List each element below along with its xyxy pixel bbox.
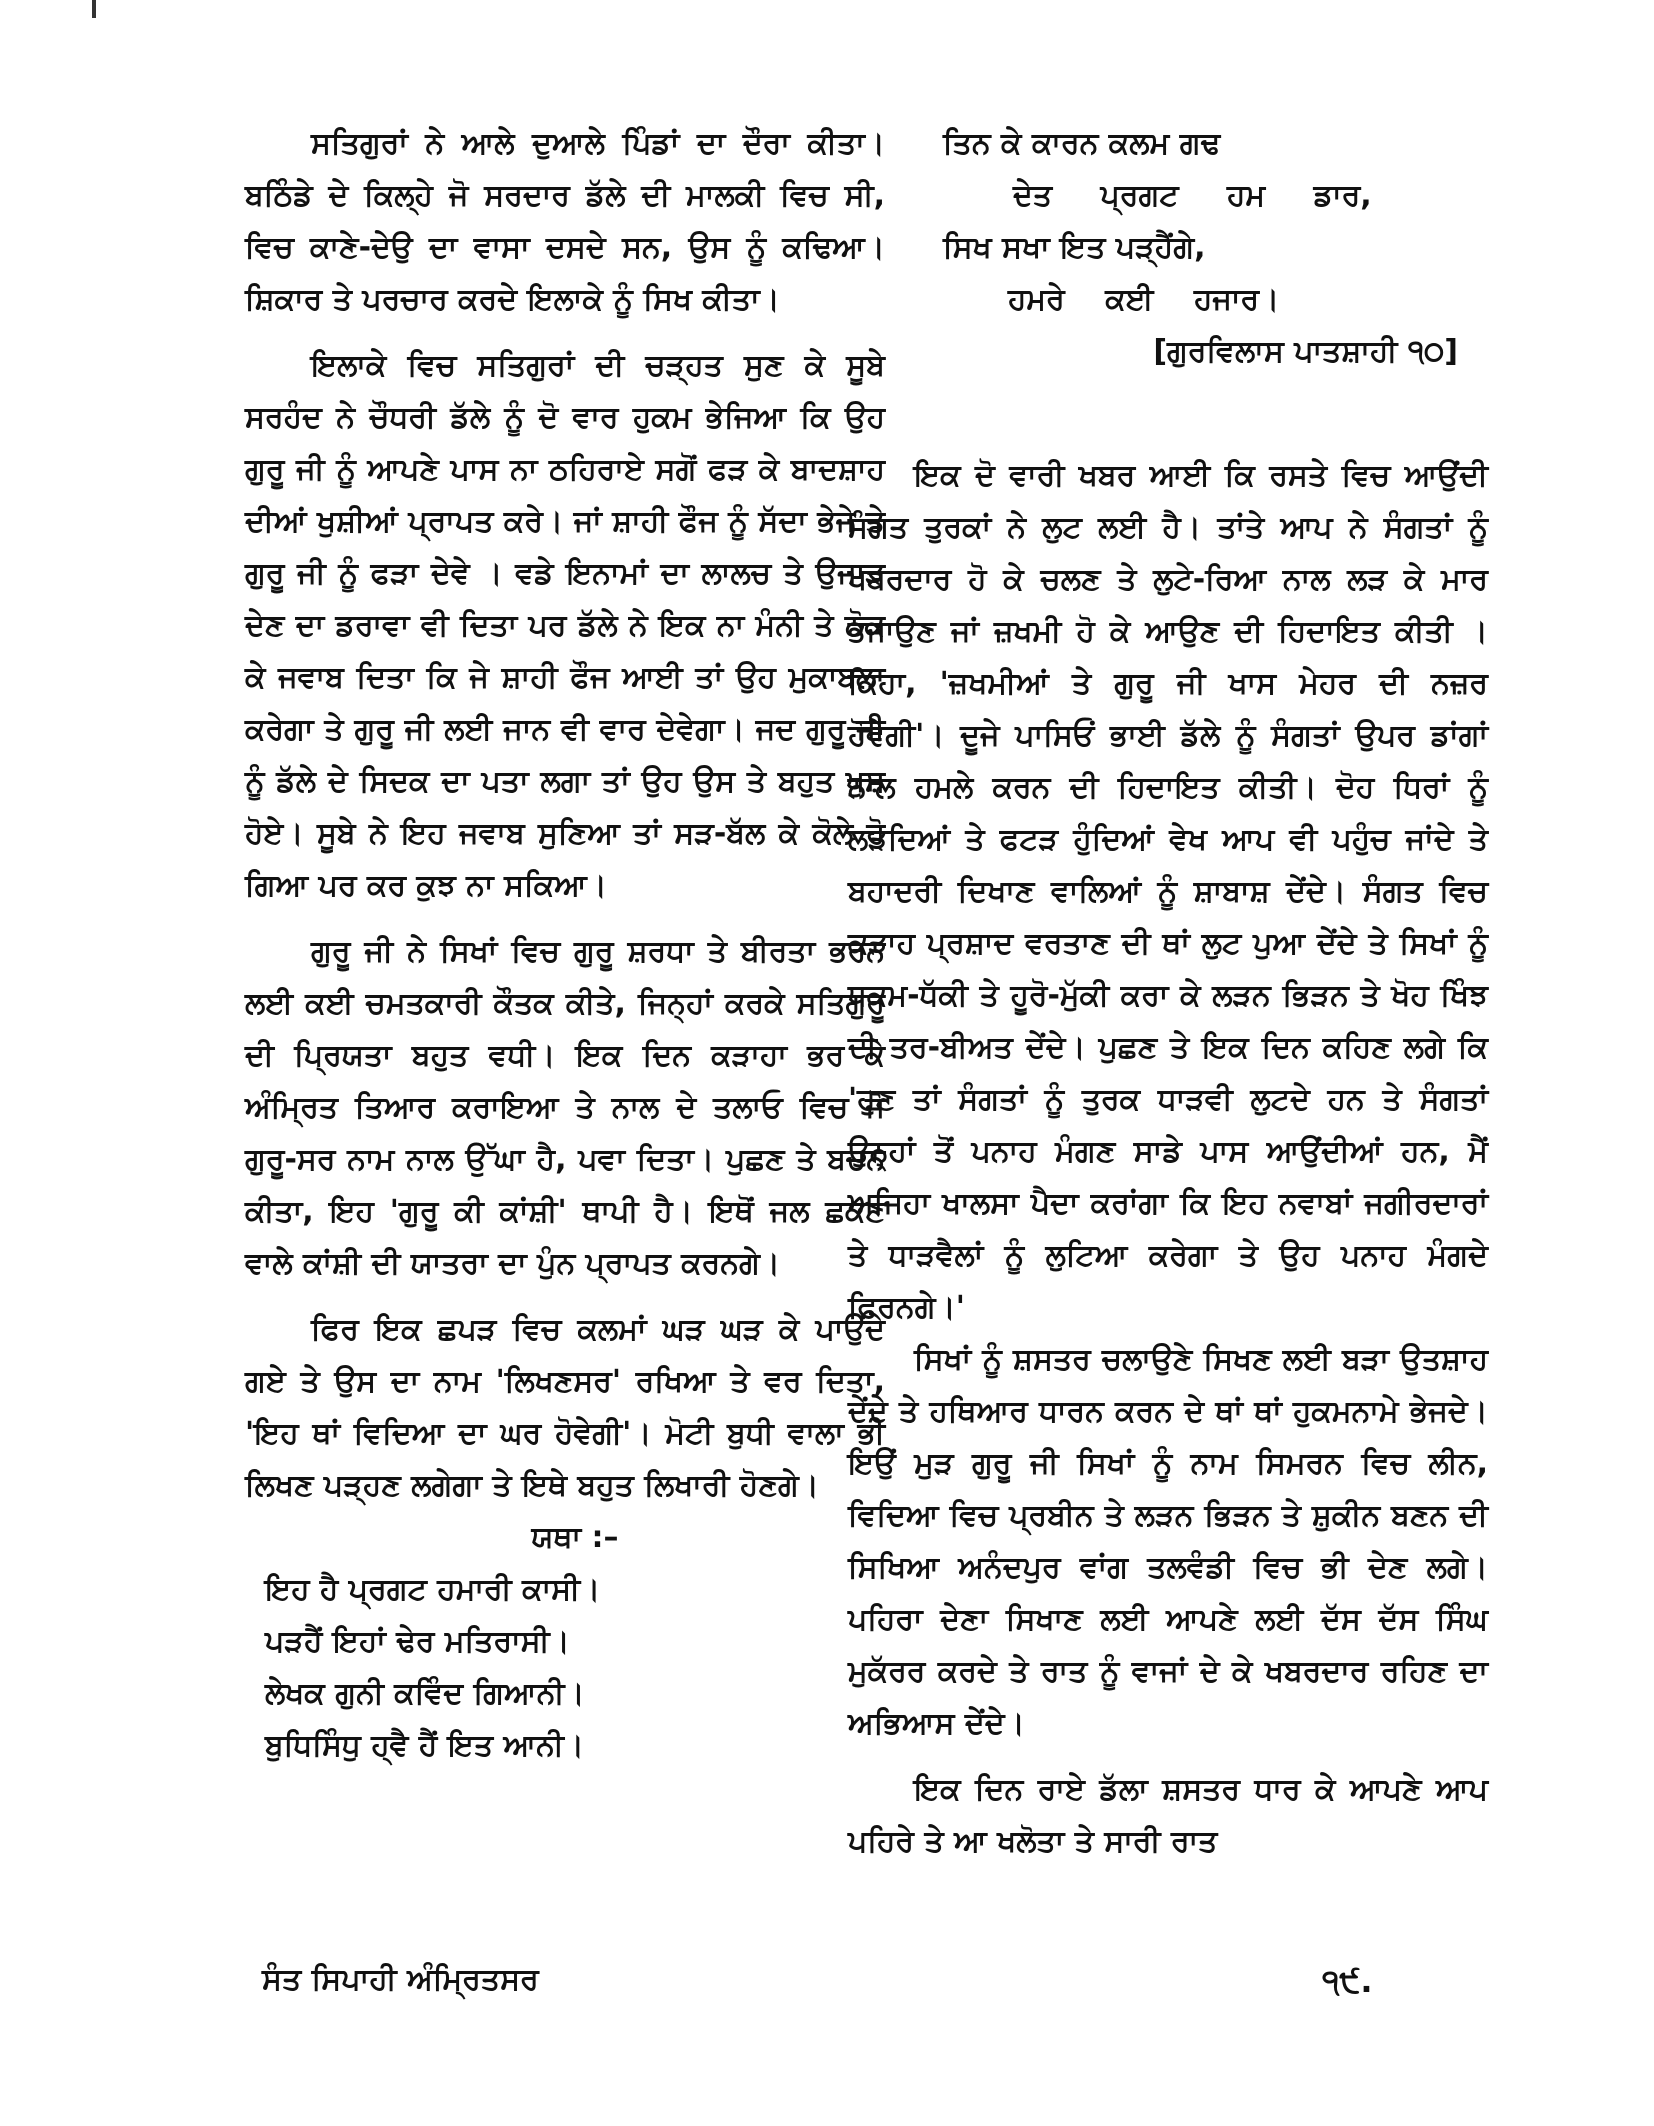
footer-publication: ਸੰਤ ਸਿਪਾਹੀ ਅੰਮ੍ਰਿਤਸਰ <box>262 1962 539 1997</box>
scan-mark <box>92 0 96 18</box>
left-paragraph-4: ਫਿਰ ਇਕ ਛਪੜ ਵਿਚ ਕਲਮਾਂ ਘੜ ਘੜ ਕੇ ਪਾਉਂਦੇ ਗਏ ਤੇ ਉਸ ਦਾ ਨਾਮ 'ਲਿਖਣਸਰ' ਰਖਿਆ ਤੇ ਵਰ ਦਿਤਾ, 'ਇਹ ਥਾਂ ਵਿਦਿਆ ਦਾ ਘਰ ਹੋਵੇਗੀ'। ਮੋਟੀ ਬੁਧੀ ਵਾਲਾ ਭੀ ਲਿਖਣ ਪੜ੍ਹਣ ਲਗੇਗਾ ਤੇ ਇਥੇ ਬਹੁਤ ਲਿਖਾਰੀ ਹੋਣਗੇ। <box>245 1312 885 1503</box>
right-verse <box>848 118 1488 326</box>
page-number: ੧੯. <box>1322 1962 1373 2000</box>
right-paragraph-2: ਸਿਖਾਂ ਨੂੰ ਸ਼ਸਤਰ ਚਲਾਉਣੇ ਸਿਖਣ ਲਈ ਬੜਾ ਉਤਸ਼ਾਹ ਦੇਂਦੇ ਤੇ ਹਥਿਆਰ ਧਾਰਨ ਕਰਨ ਦੇ ਥਾਂ ਥਾਂ ਹੁਕਮਨਾਮੇ ਭੇਜਦੇ। ਇਉਂ ਮੁੜ ਗੁਰੂ ਜੀ ਸਿਖਾਂ ਨੂੰ ਨਾਮ ਸਿਮਰਨ ਵਿਚ ਲੀਨ, ਵਿਦਿਆ ਵਿਚ ਪ੍ਰਬੀਨ ਤੇ ਲੜਨ ਭਿੜਨ ਤੇ ਸ਼ੁਕੀਨ ਬਣਨ ਦੀ ਸਿਖਿਆ ਅਨੰਦਪੁਰ ਵਾਂਗ ਤਲਵੰਡੀ ਵਿਚ ਭੀ ਦੇਣ ਲਗੇ। ਪਹਿਰਾ ਦੇਣਾ ਸਿਖਾਣ ਲਈ ਆਪਣੇ ਲਈ ਦੱਸ ਦੱਸ ਸਿੰਘ ਮੁਕੱਰਰ ਕਰਦੇ ਤੇ ਰਾਤ ਨੂੰ ਵਾਜਾਂ ਦੇ ਕੇ ਖਬਰਦਾਰ ਰਹਿਣ ਦਾ ਅਭਿਆਸ ਦੇਂਦੇ। <box>848 1342 1488 1741</box>
verse-line: ਬੁਧਿਸਿੰਧੁ ਹ੍ਵੈ ਹੈਂ ਇਤ ਆਨੀ। <box>265 1728 585 1763</box>
verse-citation: [ਗੁਰਵਿਲਾਸ ਪਾਤਸ਼ਾਹੀ ੧੦] <box>1153 334 1458 369</box>
right-column <box>848 118 1488 1868</box>
left-paragraph-3: ਗੁਰੂ ਜੀ ਨੇ ਸਿਖਾਂ ਵਿਚ ਗੁਰੂ ਸ਼ਰਧਾ ਤੇ ਬੀਰਤਾ ਭਰਨ ਲਈ ਕਈ ਚਮਤਕਾਰੀ ਕੌਤਕ ਕੀਤੇ, ਜਿਨ੍ਹਾਂ ਕਰਕੇ ਸਤਿਗੁਰੂ ਦੀ ਪ੍ਰਿਯਤਾ ਬਹੁਤ ਵਧੀ। ਇਕ ਦਿਨ ਕੜਾਹਾ ਭਰ ਕੇ ਅੰਮ੍ਰਿਤ ਤਿਆਰ ਕਰਾਇਆ ਤੇ ਨਾਲ ਦੇ ਤਲਾਓ ਵਿਚ ਜੋ ਗੁਰੂ-ਸਰ ਨਾਮ ਨਾਲ ਉੱਘਾ ਹੈ, ਪਵਾ ਦਿਤਾ। ਪੁਛਣ ਤੇ ਬਚਨ ਕੀਤਾ, ਇਹ 'ਗੁਰੂ ਕੀ ਕਾਂਸ਼ੀ' ਥਾਪੀ ਹੈ। ਇਥੋਂ ਜਲ ਛਕਣ ਵਾਲੇ ਕਾਂਸ਼ੀ ਦੀ ਯਾਤਰਾ ਦਾ ਪੁੰਨ ਪ੍ਰਾਪਤ ਕਰਨਗੇ। <box>245 934 885 1281</box>
left-paragraph-2: ਇਲਾਕੇ ਵਿਚ ਸਤਿਗੁਰਾਂ ਦੀ ਚੜ੍ਹਤ ਸੁਣ ਕੇ ਸੂਬੇ ਸਰਹੰਦ ਨੇ ਚੌਧਰੀ ਡੱਲੇ ਨੂੰ ਦੋ ਵਾਰ ਹੁਕਮ ਭੇਜਿਆ ਕਿ ਉਹ ਗੁਰੂ ਜੀ ਨੂੰ ਆਪਣੇ ਪਾਸ ਨਾ ਠਹਿਰਾਏ ਸਗੋਂ ਫੜ ਕੇ ਬਾਦਸ਼ਾਹ ਦੀਆਂ ਖੁਸ਼ੀਆਂ ਪ੍ਰਾਪਤ ਕਰੇ। ਜਾਂ ਸ਼ਾਹੀ ਫੌਜ ਨੂੰ ਸੱਦਾ ਭੇਜੇ ਤੇ ਗੁਰੂ ਜੀ ਨੂੰ ਫੜਾ ਦੇਵੇ । ਵਡੇ ਇਨਾਮਾਂ ਦਾ ਲਾਲਚ ਤੇ ਉਜਾੜ ਦੇਣ ਦਾ ਡਰਾਵਾ ਵੀ ਦਿਤਾ ਪਰ ਡੱਲੇ ਨੇ ਇਕ ਨਾ ਮੰਨੀ ਤੇ ਠੋਕ ਕੇ ਜਵਾਬ ਦਿਤਾ ਕਿ ਜੇ ਸ਼ਾਹੀ ਫੌਜ ਆਈ ਤਾਂ ਉਹ ਮੁਕਾਬਲਾ ਕਰੇਗਾ ਤੇ ਗੁਰੂ ਜੀ ਲਈ ਜਾਨ ਵੀ ਵਾਰ ਦੇਵੇਗਾ। ਜਦ ਗੁਰੂ ਜੀ ਨੂੰ ਡੱਲੇ ਦੇ ਸਿਦਕ ਦਾ ਪਤਾ ਲਗਾ ਤਾਂ ਉਹ ਉਸ ਤੇ ਬਹੁਤ ਖੁਸ਼ ਹੋਏ। ਸੂਬੇ ਨੇ ਇਹ ਜਵਾਬ ਸੁਣਿਆ ਤਾਂ ਸੜ-ਬੱਲ ਕੇ ਕੋਲੇ ਹੋ ਗਿਆ ਪਰ ਕਰ ਕੁਝ ਨਾ ਸਕਿਆ। <box>245 348 885 903</box>
verse-line: ਤਿਨ ਕੇ ਕਾਰਨ ਕਲਮ ਗਢ <box>943 126 1221 161</box>
verse-line: ਲੇਖਕ ਗੁਨੀ ਕਵਿੰਦ ਗਿਆਨੀ। <box>265 1676 585 1711</box>
right-paragraph-3: ਇਕ ਦਿਨ ਰਾਏ ਡੱਲਾ ਸ਼ਸਤਰ ਧਾਰ ਕੇ ਆਪਣੇ ਆਪ ਪਹਿਰੇ ਤੇ ਆ ਖਲੋਤਾ ਤੇ ਸਾਰੀ ਰਾਤ <box>848 1772 1488 1859</box>
left-paragraph-1: ਸਤਿਗੁਰਾਂ ਨੇ ਆਲੇ ਦੁਆਲੇ ਪਿੰਡਾਂ ਦਾ ਦੌਰਾ ਕੀਤਾ। ਬਠਿੰਡੇ ਦੇ ਕਿਲ੍ਹੇ ਜੋ ਸਰਦਾਰ ਡੱਲੇ ਦੀ ਮਾਲਕੀ ਵਿਚ ਸੀ, ਵਿਚ ਕਾਣੇ-ਦੇਉ ਦਾ ਵਾਸਾ ਦਸਦੇ ਸਨ, ਉਸ ਨੂੰ ਕਢਿਆ। ਸ਼ਿਕਾਰ ਤੇ ਪਰਚਾਰ ਕਰਦੇ ਇਲਾਕੇ ਨੂੰ ਸਿਖ ਕੀਤਾ। <box>245 126 885 317</box>
verse-line: ਹਮਰੇ ਕਈ ਹਜਾਰ। <box>1008 282 1280 317</box>
verse-line: ਸਿਖ ਸਖਾ ਇਤ ਪੜ੍ਹੈਂਗੇ, <box>943 230 1206 265</box>
left-column <box>245 118 885 1772</box>
verse-line: ਪੜਹੈਂ ਇਹਾਂ ਢੇਰ ਮਤਿਰਾਸੀ। <box>265 1624 570 1659</box>
yatha-label: ਯਥਾ :– <box>531 1520 619 1555</box>
verse-line: ਦੇਤ ਪ੍ਰਗਟ ਹਮ ਡਾਰ, <box>1013 178 1372 213</box>
right-paragraph-1: ਇਕ ਦੋ ਵਾਰੀ ਖਬਰ ਆਈ ਕਿ ਰਸਤੇ ਵਿਚ ਆਉਂਦੀ ਸੰਗਤ ਤੁਰਕਾਂ ਨੇ ਲੁਟ ਲਈ ਹੈ। ਤਾਂਤੇ ਆਪ ਨੇ ਸੰਗਤਾਂ ਨੂੰ ਖਬਰਦਾਰ ਹੋ ਕੇ ਚਲਣ ਤੇ ਲੁਟੇ-ਰਿਆ ਨਾਲ ਲੜ ਕੇ ਮਾਰ ਭਜਾਉਣ ਜਾਂ ਜ਼ਖਮੀ ਹੋ ਕੇ ਆਉਣ ਦੀ ਹਿਦਾਇਤ ਕੀਤੀ । ਕਿਹਾ, 'ਜ਼ਖਮੀਆਂ ਤੇ ਗੁਰੂ ਜੀ ਖਾਸ ਮੇਹਰ ਦੀ ਨਜ਼ਰ ਹੋਵੇਗੀ'। ਦੂਜੇ ਪਾਸਿਓਂ ਭਾਈ ਡੱਲੇ ਨੂੰ ਸੰਗਤਾਂ ਉਪਰ ਡਾਂਗਾਂ ਨਾਲ ਹਮਲੇ ਕਰਨ ਦੀ ਹਿਦਾਇਤ ਕੀਤੀ। ਦੋਹ ਧਿਰਾਂ ਨੂੰ ਲੜਦਿਆਂ ਤੇ ਫਟੜ ਹੁੰਦਿਆਂ ਵੇਖ ਆਪ ਵੀ ਪਹੁੰਚ ਜਾਂਦੇ ਤੇ ਬਹਾਦਰੀ ਦਿਖਾਣ ਵਾਲਿਆਂ ਨੂੰ ਸ਼ਾਬਾਸ਼ ਦੇਂਦੇ। ਸੰਗਤ ਵਿਚ ਕੜਾਹ ਪ੍ਰਸ਼ਾਦ ਵਰਤਾਣ ਦੀ ਥਾਂ ਲੁਟ ਪੁਆ ਦੇਂਦੇ ਤੇ ਸਿਖਾਂ ਨੂੰ ਧਕਮ-ਧੱਕੀ ਤੇ ਹੂਰੋ-ਮੁੱਕੀ ਕਰਾ ਕੇ ਲੜਨ ਭਿੜਨ ਤੇ ਖੋਹ ਖਿੰਝ ਦੀ ਤਰ-ਬੀਅਤ ਦੇਂਦੇ। ਪੁਛਣ ਤੇ ਇਕ ਦਿਨ ਕਹਿਣ ਲਗੇ ਕਿ 'ਹੁਣ ਤਾਂ ਸੰਗਤਾਂ ਨੂੰ ਤੁਰਕ ਧਾੜਵੀ ਲੁਟਦੇ ਹਨ ਤੇ ਸੰਗਤਾਂ ਉਨ੍ਹਾਂ ਤੋਂ ਪਨਾਹ ਮੰਗਣ ਸਾਡੇ ਪਾਸ ਆਉਂਦੀਆਂ ਹਨ, ਮੈਂ ਅਜਿਹਾ ਖਾਲਸਾ ਪੈਦਾ ਕਰਾਂਗਾ ਕਿ ਇਹ ਨਵਾਬਾਂ ਜਗੀਰਦਾਰਾਂ ਤੇ ਧਾੜਵੈਲਾਂ ਨੂੰ ਲੁਟਿਆ ਕਰੇਗਾ ਤੇ ਉਹ ਪਨਾਹ ਮੰਗਦੇ ਫਿਰਨਗੇ।' <box>848 458 1488 1325</box>
left-verse <box>245 1564 885 1772</box>
verse-line: ਇਹ ਹੈ ਪ੍ਰਗਟ ਹਮਾਰੀ ਕਾਸੀ। <box>265 1572 601 1607</box>
